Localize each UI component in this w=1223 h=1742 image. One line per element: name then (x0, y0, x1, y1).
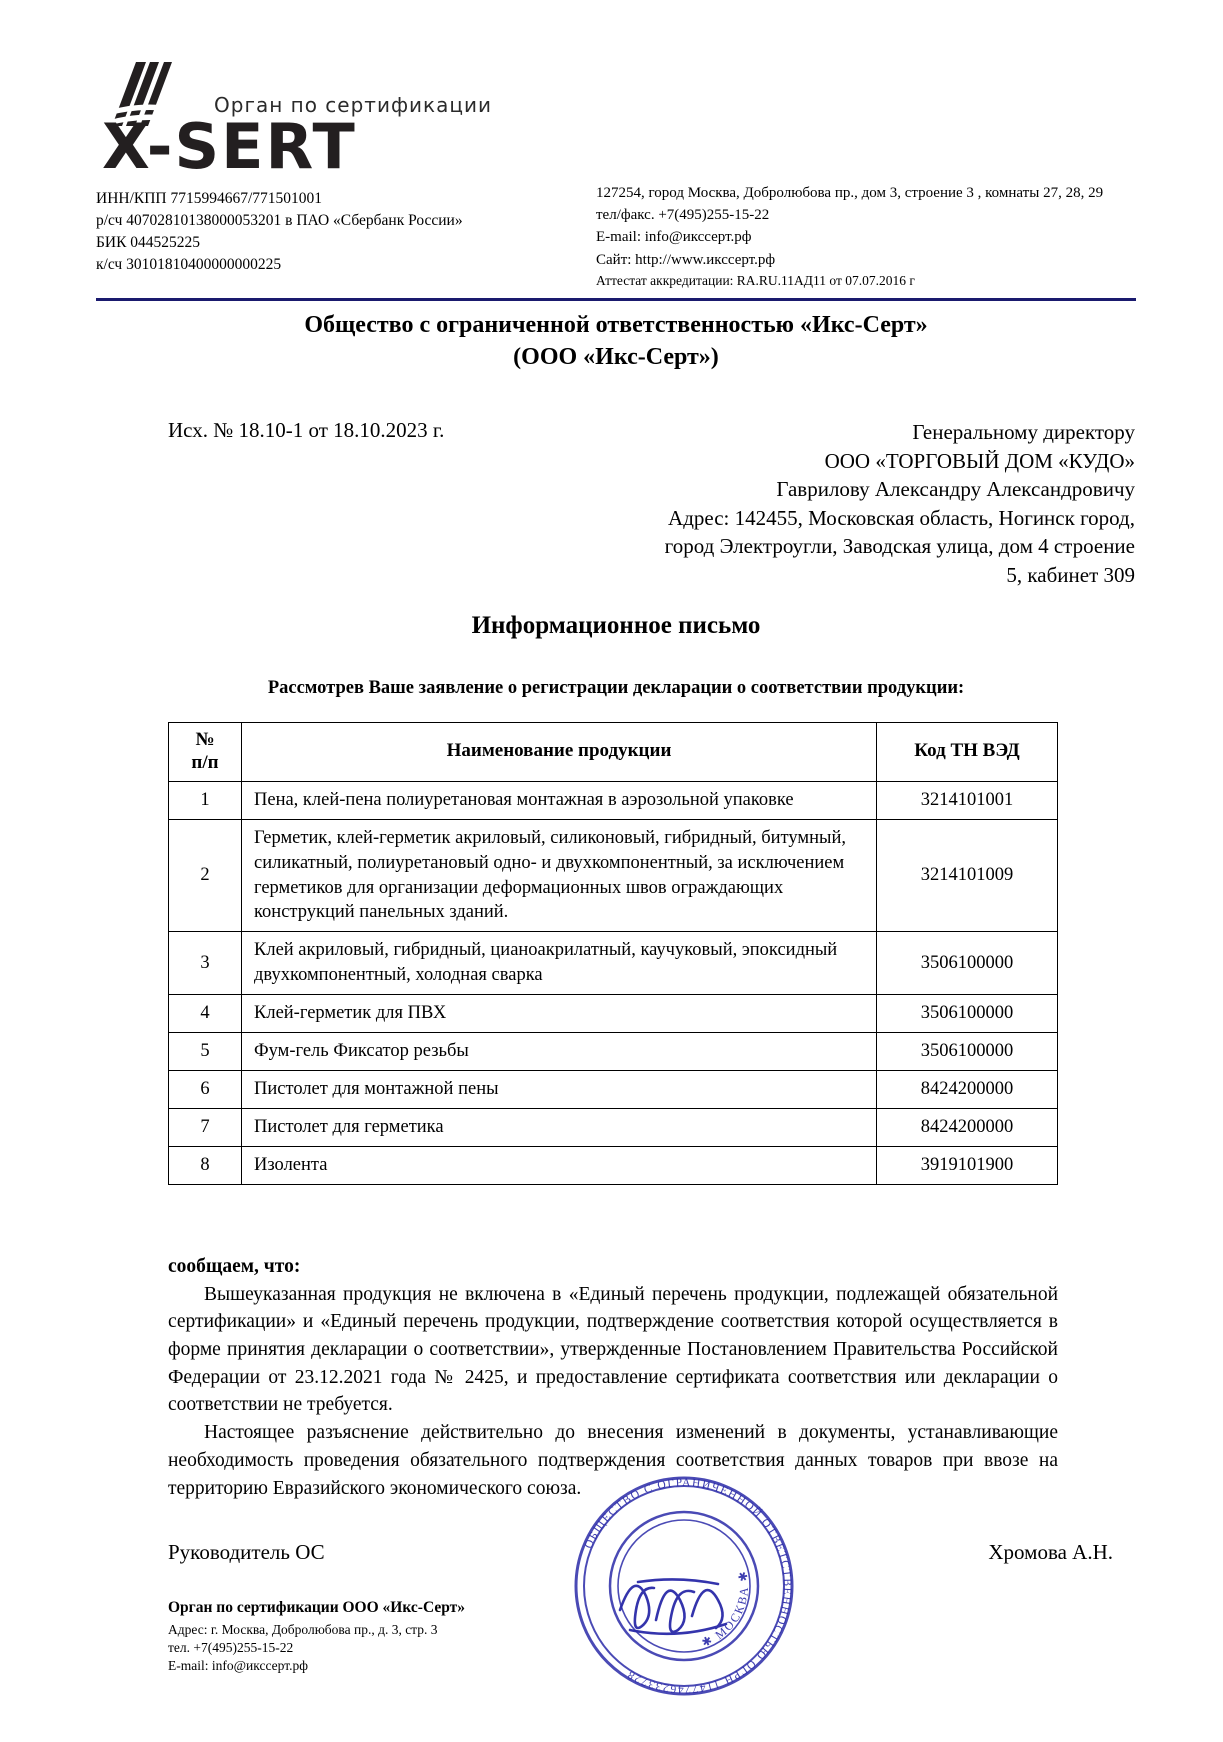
cell-tnved-code: 8424200000 (877, 1071, 1058, 1109)
signatory-role: Руководитель ОС (168, 1540, 325, 1564)
body-lead: сообщаем, что: (168, 1256, 301, 1277)
products-table (168, 722, 1058, 1185)
contact-website: Сайт: http://www.икссерт.рф (596, 251, 776, 268)
cell-product-name: Фум-гель Фиксатор резьбы (242, 1033, 877, 1071)
bank-details-line-4: к/сч 30101810400000000225 (96, 256, 282, 273)
table-row (169, 1071, 1058, 1109)
cell-product-name: Изолента (242, 1147, 877, 1185)
addressee-line-3: Гаврилову Александру Александровичу (776, 477, 1135, 502)
cell-number: 5 (169, 1033, 242, 1071)
accreditation-certificate: Аттестат аккредитации: RA.RU.11АД11 от 07.07.2016 г (596, 272, 915, 288)
table-row (169, 1033, 1058, 1071)
document-intro: Рассмотрев Ваше заявление о регистрации декларации о соответствии продукции: (267, 678, 965, 698)
table-row (169, 995, 1058, 1033)
bank-details (96, 188, 566, 276)
letterhead (96, 60, 1136, 288)
cell-product-name: Пистолет для монтажной пены (242, 1071, 877, 1109)
contact-details (596, 182, 1141, 291)
contact-phone: тел/факс. +7(495)255-15-22 (596, 207, 770, 224)
cell-number: 6 (169, 1071, 242, 1109)
addressee-block (515, 418, 1135, 589)
letter-body (168, 1253, 1058, 1502)
cell-product-name: Пистолет для герметика (242, 1109, 877, 1147)
signatory-name: Хромова А.Н. (988, 1540, 1113, 1564)
document-heading: Информационное письмо (471, 612, 761, 639)
company-logo (96, 60, 516, 183)
contact-email: E-mail: info@икссерт.рф (596, 229, 752, 246)
cell-product-name: Клей акриловый, гибридный, цианоакрилатный, каучуковый, эпоксидный двухкомпонентный, холодная сварка (242, 932, 877, 995)
bank-details-line-3: БИК 044525225 (96, 234, 201, 251)
header-divider (96, 298, 1136, 301)
footer-contact-block (168, 1598, 688, 1676)
contact-address: 127254, город Москва, Добролюбова пр., дом 3, строение 3 , комнаты 27, 28, 29 (596, 185, 1104, 201)
footer-organization: Орган по сертификации ООО «Икс-Серт» (168, 1599, 465, 1616)
cell-tnved-code: 3506100000 (877, 932, 1058, 995)
cell-number: 2 (169, 819, 242, 932)
cell-number: 7 (169, 1109, 242, 1147)
cell-tnved-code: 3214101009 (877, 819, 1058, 932)
table-header-row (169, 723, 1058, 782)
cell-tnved-code: 3506100000 (877, 1033, 1058, 1071)
table-row (169, 1147, 1058, 1185)
svg-text:ОБЩЕСТВО С ОГРАНИЧЕННОЙ ОТВЕТС: ОБЩЕСТВО С ОГРАНИЧЕННОЙ ОТВЕТСТВЕННОСТЬЮ ОГРН 1147746233728 (582, 1476, 794, 1696)
column-header-number-line1: № (195, 729, 215, 750)
bank-details-line-2: р/сч 40702810138000053201 в ПАО «Сбербанк России» (96, 212, 463, 229)
cell-number: 4 (169, 995, 242, 1033)
table-row (169, 819, 1058, 932)
addressee-line-1: Генеральному директору (912, 420, 1135, 444)
organization-title (96, 310, 1136, 373)
column-header-tnved-code: Код ТН ВЭД (877, 723, 1058, 782)
addressee-line-2: ООО «ТОРГОВЫЙ ДОМ «КУДО» (824, 448, 1135, 473)
outgoing-reference-number: Исх. № 18.10-1 от 18.10.2023 г. (168, 418, 445, 442)
cell-number: 1 (169, 781, 242, 819)
addressee-line-6: 5, кабинет 309 (1006, 562, 1135, 587)
body-paragraph-2: Настоящее разъяснение действительно до внесения изменений в документы, устанавливающие необходимость проведения обязательного подтверждения соответствия данных товаров при ввозе на территорию Евразийского экономического союза. (168, 1422, 1058, 1499)
cell-number: 3 (169, 932, 242, 995)
logo-wordmark: X-SERT (102, 110, 357, 183)
cell-tnved-code: 8424200000 (877, 1109, 1058, 1147)
table-row (169, 781, 1058, 819)
cell-tnved-code: 3214101001 (877, 781, 1058, 819)
footer-address: Адрес: г. Москва, Добролюбова пр., д. 3, стр. 3 (168, 1621, 438, 1637)
addressee-line-5: город Электроугли, Заводская улица, дом 4 строение (664, 534, 1135, 559)
organization-name-full: Общество с ограниченной ответственностью «Икс-Серт» (304, 312, 928, 338)
column-header-product-name: Наименование продукции (242, 723, 877, 782)
table-row (169, 932, 1058, 995)
footer-phone: тел. +7(495)255-15-22 (168, 1640, 294, 1656)
table-row (169, 1109, 1058, 1147)
column-header-number-line2: п/п (191, 751, 219, 773)
cell-number: 8 (169, 1147, 242, 1185)
column-header-number (169, 723, 242, 782)
footer-email: E-mail: info@икссерт.рф (168, 1658, 308, 1674)
cell-product-name: Пена, клей-пена полиуретановая монтажная в аэрозольной упаковке (242, 781, 877, 819)
logo-subtitle: Орган по сертификации (214, 93, 492, 117)
organization-name-short: (ООО «Икс-Серт») (513, 343, 719, 370)
bank-details-line-1: ИНН/КПП 7715994667/771501001 (96, 190, 323, 207)
body-paragraph-1: Вышеуказанная продукция не включена в «Единый перечень продукции, подлежащей обязательной сертификации» и «Единый перечень продукции, подтверждение соответствия которой осуществляется в форме принятия декларации о соответствии», утвержденные Постановлением Правительства Российской Федерации от 23.12.2021 года № 2425, и предоставление сертификата соответствия или декларации о соответствии не требуется. (168, 1283, 1058, 1416)
cell-tnved-code: 3506100000 (877, 995, 1058, 1033)
cell-product-name: Герметик, клей-герметик акриловый, силиконовый, гибридный, битумный, силикатный, полиуретановый одно- и двухкомпонентный, за исключением герметиков для организации деформационных швов ограждающих конструкций панельных зданий. (242, 819, 877, 932)
addressee-line-4: Адрес: 142455, Московская область, Ногинск город, (668, 505, 1135, 530)
cell-product-name: Клей-герметик для ПВХ (242, 995, 877, 1033)
svg-text:✱ МОСКВА ✱: ✱ МОСКВА ✱ (699, 1568, 752, 1650)
cell-tnved-code: 3919101900 (877, 1147, 1058, 1185)
